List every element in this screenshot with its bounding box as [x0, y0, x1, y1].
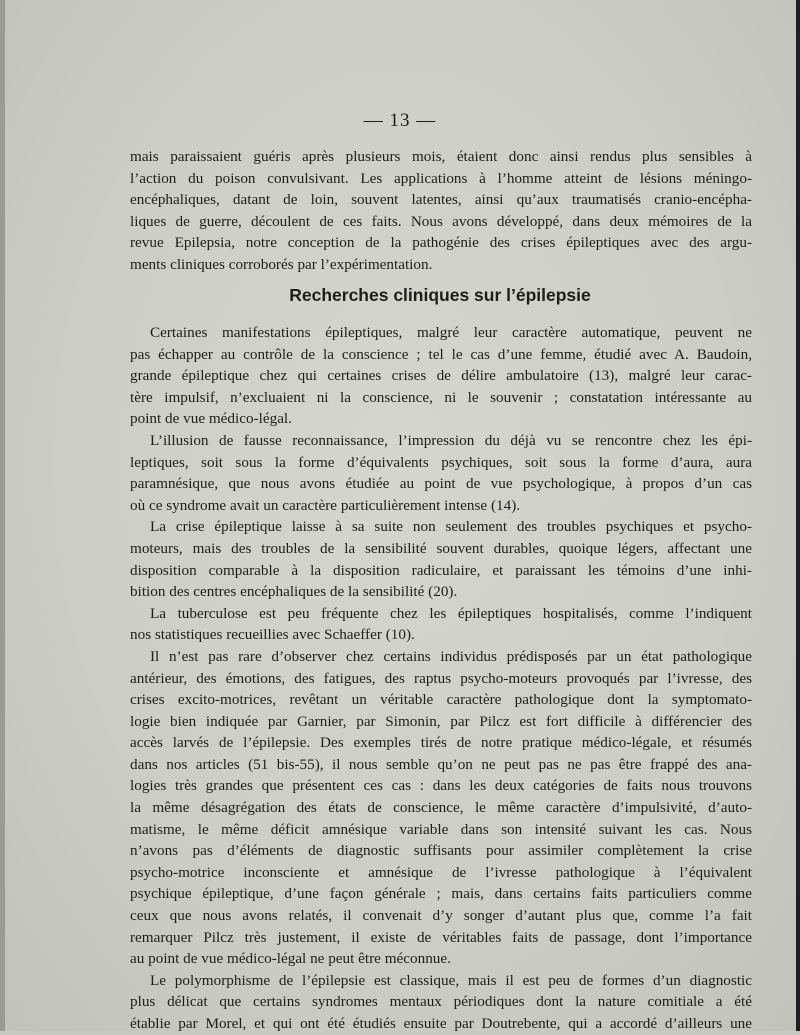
- text-line: dans nos articles (51 bis-55), il nous semble qu’on ne peut pas ne pas être frappé des ana-: [130, 755, 752, 773]
- text-line: matisme, le même déficit amnésique variable dans son intensité suivant les cas. Nous: [130, 820, 752, 838]
- text-line: Il n’est pas rare d’observer chez certains individus prédisposés par un état pathologique: [150, 647, 752, 665]
- text-line: revue Epilepsia, notre conception de la pathogénie des crises épileptiques avec des argu-: [130, 234, 752, 252]
- text-line: point de vue médico-légal.: [130, 410, 292, 428]
- text-line: remarquer Pilcz très justement, il existe de véritables faits de passage, dont l’importance: [130, 928, 752, 946]
- text-line: liques de guerre, découlent de ces faits. Nous avons développé, dans deux mémoires de la: [130, 212, 752, 230]
- text-line: logie bien indiquée par Garnier, par Simonin, par Pilcz est fort difficile à différencier des: [130, 712, 752, 730]
- text-line: pas échapper au contrôle de la conscience ; tel le cas d’une femme, étudié avec A. Baudoin,: [130, 345, 752, 363]
- text-line: nos statistiques recueillies avec Schaeffer (10).: [130, 626, 415, 644]
- text-line: tère impulsif, n’excluaient ni la conscience, ni le souvenir ; constatation intéressante au: [130, 388, 752, 406]
- text-line: plus délicat que certains syndromes mentaux périodiques dont la nature comitiale a été: [130, 993, 752, 1011]
- text-line: psycho-motrice inconsciente et amnésique de l’ivresse pathologique à l’équivalent: [130, 863, 752, 881]
- intro-paragraph: [130, 146, 752, 276]
- text-line: mais paraissaient guéris après plusieurs mois, étaient donc ainsi rendus plus sensibles à: [130, 148, 752, 165]
- scan-edge-left: [0, 0, 5, 1031]
- text-line: disposition comparable à la disposition radiculaire, et paraissant les témoins d’une inhi-: [130, 561, 752, 579]
- text-line: accès larvés de l’épilepsie. Des exemples tirés de notre pratique médico-légale, et résumés: [130, 734, 752, 752]
- text-line: crises excito-motrices, revêtant un véritable caractère pathologique dont la symptomato-: [130, 691, 752, 709]
- text-line: l’action du poison convulsivant. Les applications à l’homme atteint de lésions méningo-: [130, 169, 752, 187]
- scan-edge-right: [796, 0, 800, 1031]
- text-line: psychique épileptique, d’une façon générale ; mais, dans certains faits particuliers comme: [130, 885, 752, 903]
- text-line: ceux que nous avons relatés, il convenait d’y songer d’autant plus que, comme l’a fait: [130, 907, 752, 925]
- text-line: logies très grandes que présentent ces cas : dans les deux catégories de faits nous trouvons: [130, 777, 752, 795]
- page-number: — 13 —: [363, 110, 437, 131]
- text-line: leptiques, soit sous la forme d’équivalents psychiques, soit sous la forme d’aura, aura: [130, 453, 752, 471]
- text-line: la même désagrégation des états de conscience, le même caractère d’impulsivité, d’auto-: [130, 799, 752, 817]
- section-body: [130, 322, 752, 1035]
- text-line: moteurs, mais des troubles de la sensibilité souvent durables, quoique légers, affectant une: [130, 539, 752, 557]
- text-line: au point de vue médico-légal ne peut être méconnue.: [130, 950, 451, 968]
- text-line: encéphaliques, datant de loin, souvent latentes, ainsi qu’aux traumatisés cranio-encépha-: [130, 191, 752, 209]
- text-line: bition des centres encéphaliques de la sensibilité (20).: [130, 583, 458, 601]
- text-line: antérieur, des émotions, des fatigues, des raptus psycho-moteurs provoqués par l’ivresse, des: [130, 669, 752, 687]
- text-line: paramnésique, que nous avons étudiée au point de vue psychologique, à propos d’un cas: [130, 475, 752, 493]
- text-line: grande épileptique chez qui certaines crises de délire ambulatoire (13), malgré leur carac-: [130, 367, 752, 385]
- section-heading: Recherches cliniques sur l’épilepsie: [289, 285, 591, 305]
- text-line: n’avons pas d’éléments de diagnostic suffisants pour assimiler complètement la crise: [130, 842, 752, 860]
- text-line: ments cliniques corroborés par l’expérimentation.: [130, 255, 433, 273]
- text-line: L’illusion de fausse reconnaissance, l’impression du déjà vu se rencontre chez les épi-: [150, 431, 752, 449]
- text-line: La tuberculose est peu fréquente chez les épileptiques hospitalisés, comme l’indiquent: [150, 604, 752, 622]
- text-line: La crise épileptique laisse à sa suite non seulement des troubles psychiques et psycho-: [150, 518, 752, 536]
- text-line: établie par Morel, et qui ont été étudiés ensuite par Doutrebente, qui a accordé d’ailleurs une: [130, 1015, 752, 1032]
- text-line: où ce syndrome avait un caractère particulièrement intense (14).: [130, 496, 521, 514]
- text-line: Le polymorphisme de l’épilepsie est classique, mais il est peu de formes d’un diagnostic: [150, 971, 752, 989]
- text-line: Certaines manifestations épileptiques, malgré leur caractère automatique, peuvent ne: [150, 324, 752, 341]
